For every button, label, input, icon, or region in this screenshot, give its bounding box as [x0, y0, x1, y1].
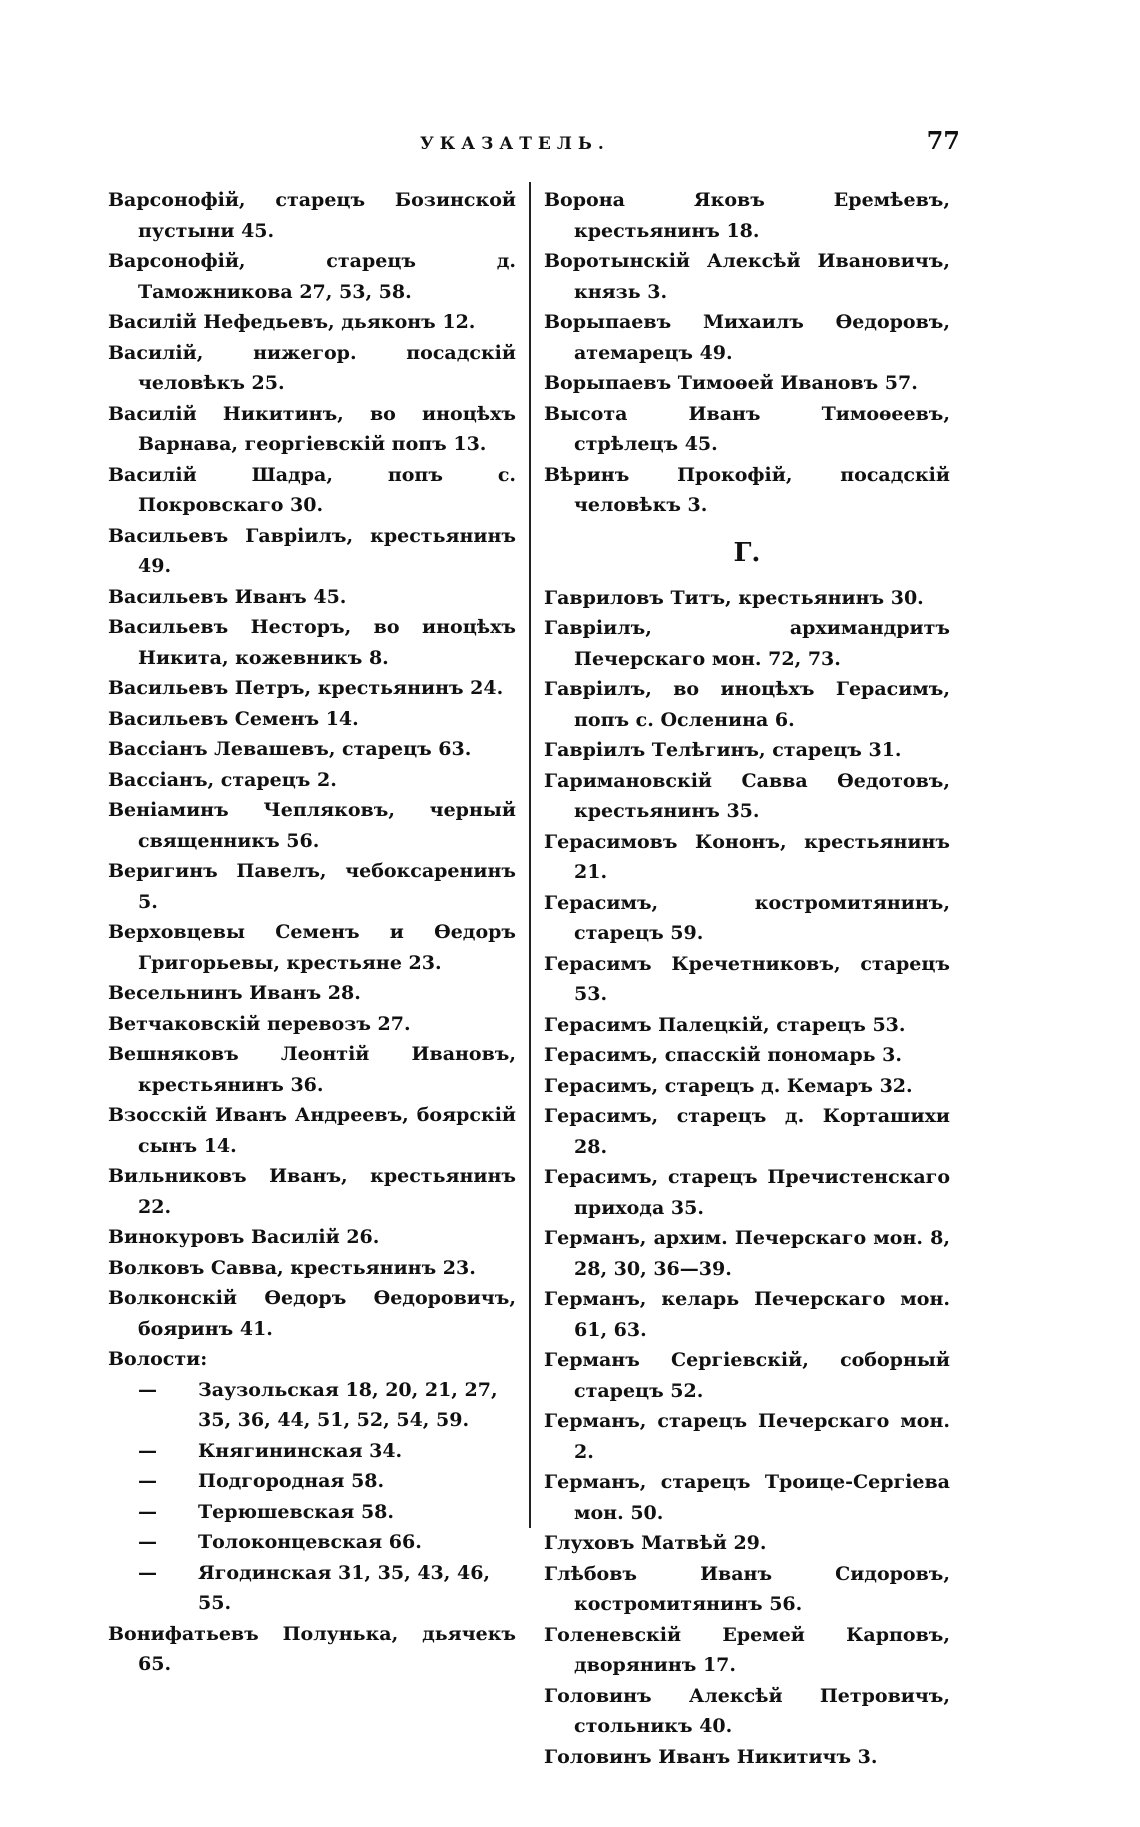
- volosti-heading: Волости:: [108, 1348, 208, 1370]
- letter-heading: Г.: [733, 537, 761, 568]
- volost-name: Княгининская 34.: [198, 1439, 403, 1462]
- right-entries-before: [544, 185, 950, 521]
- volost-name: Толоконцевская 66.: [198, 1531, 422, 1553]
- volost-entry: [108, 1466, 516, 1497]
- index-entry: Волконскій Ѳедоръ Ѳедоровичъ, бояринъ 41.: [108, 1287, 516, 1340]
- index-entry: Гаримановскій Савва Ѳедотовъ, крестьянинъ 35.: [544, 769, 950, 822]
- index-entry: Вассіанъ Левашевъ, старецъ 63.: [108, 738, 472, 760]
- volost-name: Терюшевская 58.: [198, 1500, 395, 1523]
- index-entry: Воротынскій Алексѣй Ивановичъ, князь 3.: [544, 250, 950, 303]
- right-column: [544, 182, 950, 1772]
- index-entry: Гавріилъ, во иноцѣхъ Герасимъ, попъ с. Осленина 6.: [544, 678, 950, 731]
- index-entry: Гавріилъ, архимандритъ Печерскаго мон. 72, 73.: [544, 617, 950, 670]
- left-entries-before: [108, 185, 516, 1344]
- index-entry: Глуховъ Матвѣй 29.: [544, 1532, 767, 1554]
- index-entry: Веригинъ Павелъ, чебоксаренинъ 5.: [108, 860, 516, 913]
- volost-dash: —: [138, 1561, 157, 1584]
- index-entry: Герасимъ, старецъ д. Корташихи 28.: [544, 1105, 950, 1158]
- volost-entry: [108, 1497, 516, 1528]
- volost-name: Ягодинская 31, 35, 43, 46, 55.: [198, 1561, 491, 1614]
- index-entry: Веніаминъ Чепляковъ, черный священникъ 56.: [108, 799, 516, 852]
- index-entry: Волковъ Савва, крестьянинъ 23.: [108, 1256, 476, 1279]
- index-entry: Васильевъ Петръ, крестьянинъ 24.: [108, 677, 504, 699]
- index-entry: Германъ, келарь Печерскаго мон. 61, 63.: [544, 1288, 950, 1341]
- index-entry: Вонифатьевъ Полунька, дьячекъ 65.: [108, 1622, 516, 1675]
- index-entry: Вассіанъ, старецъ 2.: [108, 768, 337, 791]
- volost-entry: [108, 1558, 516, 1619]
- index-entry: Германъ, архим. Печерскаго мон. 8, 28, 30, 36—39.: [544, 1227, 950, 1280]
- volost-dash: —: [138, 1439, 157, 1462]
- index-entry: Герасимъ Кречетниковъ, старецъ 53.: [544, 952, 950, 1005]
- index-entry: Василій Никитинъ, во иноцѣхъ Варнава, георгіевскій попъ 13.: [108, 402, 516, 455]
- index-entry: Васильевъ Гавріилъ, крестьянинъ 49.: [108, 524, 516, 577]
- index-entry: Васильевъ Несторъ, во иноцѣхъ Никита, кожевникъ 8.: [108, 616, 516, 669]
- volost-entry: [108, 1436, 516, 1467]
- index-entry: Вешняковъ Леонтій Ивановъ, крестьянинъ 36.: [108, 1043, 516, 1096]
- index-entry: Вѣринъ Прокофій, посадскій человѣкъ 3.: [544, 463, 950, 516]
- index-entry: Головинъ Алексѣй Петровичъ, стольникъ 40.: [544, 1684, 950, 1737]
- volost-name: Подгородная 58.: [198, 1470, 385, 1492]
- index-entry: Головинъ Иванъ Никитичъ 3.: [544, 1745, 878, 1768]
- index-entry: Высота Иванъ Тимоѳеевъ, стрѣлецъ 45.: [544, 402, 950, 455]
- volost-dash: —: [138, 1500, 157, 1523]
- index-entry: Васильевъ Семенъ 14.: [108, 707, 359, 730]
- index-entry: Германъ, старецъ Троице-Сергіева мон. 50.: [544, 1471, 950, 1524]
- index-entry: Ворыпаевъ Михаилъ Ѳедоровъ, атемарецъ 49.: [544, 311, 950, 364]
- index-entry: Василій, нижегор. посадскій человѣкъ 25.: [108, 341, 516, 394]
- index-entry: Весельнинъ Иванъ 28.: [108, 982, 361, 1004]
- volost-dash: —: [138, 1378, 157, 1401]
- index-entry: Вильниковъ Иванъ, крестьянинъ 22.: [108, 1165, 516, 1218]
- index-entry: Василій Нефедьевъ, дьяконъ 12.: [108, 311, 476, 333]
- index-entry: Взосскій Иванъ Андреевъ, боярскій сынъ 14.: [108, 1104, 516, 1157]
- page-number: 77: [926, 126, 960, 155]
- column-divider: [529, 182, 531, 1528]
- index-entry: Верховцевы Семенъ и Ѳедоръ Григорьевы, крестьяне 23.: [108, 921, 516, 974]
- index-entry: Герасимъ, старецъ Пречистенскаго прихода 35.: [544, 1166, 950, 1219]
- index-entry: Герасимъ Палецкій, старецъ 53.: [544, 1013, 906, 1036]
- index-entry: Герасимовъ Кононъ, крестьянинъ 21.: [544, 830, 950, 883]
- left-column: [108, 182, 516, 1680]
- index-entry: Ворона Яковъ Еремѣевъ, крестьянинъ 18.: [544, 189, 950, 242]
- volost-dash: —: [138, 1470, 157, 1492]
- index-entry: Ворыпаевъ Тимоѳей Ивановъ 57.: [544, 372, 918, 394]
- index-entry: Германъ Сергіевскій, соборный старецъ 52.: [544, 1349, 950, 1402]
- volost-name: Заузольская 18, 20, 21, 27, 35, 36, 44, 51, 52, 54, 59.: [198, 1378, 498, 1431]
- volost-entry: [108, 1527, 516, 1558]
- index-entry: Васильевъ Иванъ 45.: [108, 585, 347, 608]
- index-entry: Винокуровъ Василій 26.: [108, 1226, 380, 1248]
- index-entry: Василій Шадра, попъ с. Покровскаго 30.: [108, 463, 516, 516]
- index-entry: Герасимъ, старецъ д. Кемаръ 32.: [544, 1074, 913, 1097]
- volost-entry: [108, 1375, 516, 1436]
- index-entry: Голеневскій Еремей Карповъ, дворянинъ 17.: [544, 1623, 950, 1676]
- index-entry: Герасимъ, спасскій пономарь 3.: [544, 1044, 902, 1066]
- index-entry: Варсонофій, старецъ Бозинской пустыни 45.: [108, 189, 516, 242]
- index-entry: Варсонофій, старецъ д. Таможникова 27, 53, 58.: [108, 250, 516, 303]
- index-entry: Гавріилъ Телѣгинъ, старецъ 31.: [544, 739, 902, 761]
- volost-dash: —: [138, 1531, 157, 1553]
- index-entry: Ветчаковскій перевозъ 27.: [108, 1012, 411, 1035]
- index-entry: Глѣбовъ Иванъ Сидоровъ, костромитянинъ 56.: [544, 1562, 950, 1615]
- index-entry: Германъ, старецъ Печерскаго мон. 2.: [544, 1410, 950, 1463]
- left-entries-after: [108, 1619, 516, 1680]
- index-entry: Герасимъ, костромитянинъ, старецъ 59.: [544, 891, 950, 944]
- page-header-title: УКАЗАТЕЛЬ.: [420, 134, 610, 154]
- index-entry: Гавриловъ Титъ, крестьянинъ 30.: [544, 586, 924, 609]
- right-entries-after: [544, 583, 950, 1773]
- volosti-list: [108, 1375, 516, 1619]
